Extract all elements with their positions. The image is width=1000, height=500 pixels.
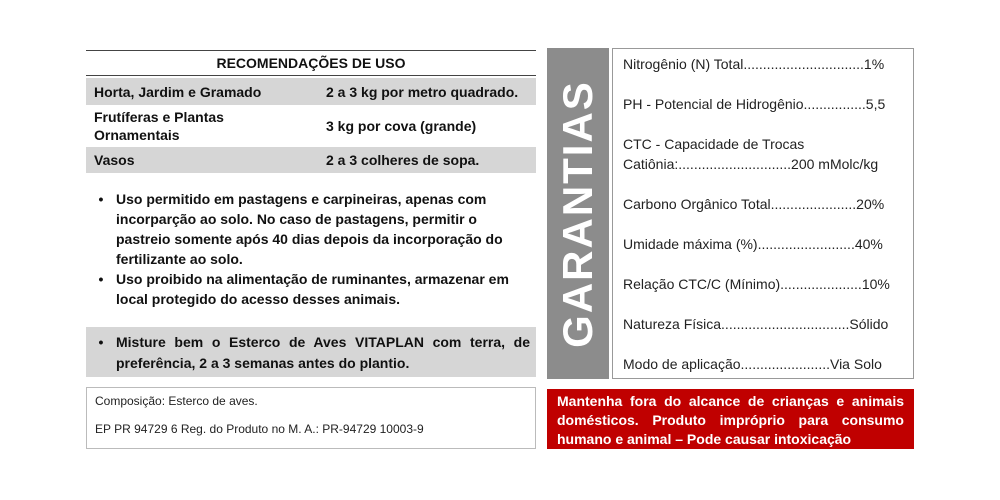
row-label: Horta, Jardim e Gramado [94, 83, 262, 100]
garantias-title: GARANTIAS [554, 79, 601, 348]
usage-notes [86, 189, 536, 309]
list-item: Nitrogênio (N) Total...............................1% [623, 56, 885, 72]
tip-text: Misture bem o Esterco de Aves VITAPLAN com terra, de preferência, 2 a 3 semanas antes do plantio. [116, 334, 530, 371]
table-row [86, 78, 536, 105]
list-item [86, 189, 536, 269]
mixing-tip [86, 327, 536, 377]
row-label: Vasos [94, 152, 135, 168]
table-row [86, 105, 536, 147]
list-item: Umidade máxima (%).........................40% [623, 236, 883, 252]
garantias-list [612, 48, 914, 379]
registration-text: EP PR 94729 6 Reg. do Produto no M. A.: PR-94729 10003-9 [95, 422, 424, 436]
table-row [86, 147, 536, 173]
list-item: CTC - Capacidade de Trocas Catiônia:.............................200 mMolc/kg [623, 136, 879, 172]
list-item: Modo de aplicação.......................Via Solo [623, 356, 882, 372]
list-item [86, 269, 536, 309]
list-item: Carbono Orgânico Total......................20% [623, 196, 885, 212]
note-text: Uso proibido na alimentação de ruminantes, armazenar em local protegido do acesso desses animais. [116, 271, 509, 307]
list-item [86, 332, 536, 374]
row-label: Frutíferas e Plantas Ornamentais [94, 109, 224, 143]
composition-box [86, 387, 536, 449]
note-text: Uso permitido em pastagens e carpineiras, apenas com incorparção ao solo. No caso de pastagens, permitir o pastreio somente após 40 dias depois da incorporação do fertilizante ao solo. [116, 191, 503, 267]
list-item: Relação CTC/C (Mínimo).....................10% [623, 276, 890, 292]
garantias-band [547, 48, 609, 379]
bullet-icon: • [98, 191, 104, 207]
composition-text: Composição: Esterco de aves. [95, 394, 258, 408]
warning-banner: Mantenha fora do alcance de crianças e animais domésticos. Produto impróprio para consumo humano e animal – Pode causar intoxicação [547, 389, 914, 449]
bullet-icon: • [98, 334, 104, 350]
list-item: PH - Potencial de Hidrogênio................5,5 [623, 96, 886, 112]
list-item: Natureza Física.................................Sólido [623, 316, 889, 332]
recommendations-title: RECOMENDAÇÕES DE USO [86, 50, 536, 76]
row-value: 2 a 3 kg por metro quadrado. [326, 83, 519, 100]
bullet-icon: • [98, 271, 104, 287]
row-value: 3 kg por cova (grande) [326, 118, 477, 134]
recommendations-table [86, 50, 536, 173]
row-value: 2 a 3 colheres de sopa. [326, 152, 480, 168]
